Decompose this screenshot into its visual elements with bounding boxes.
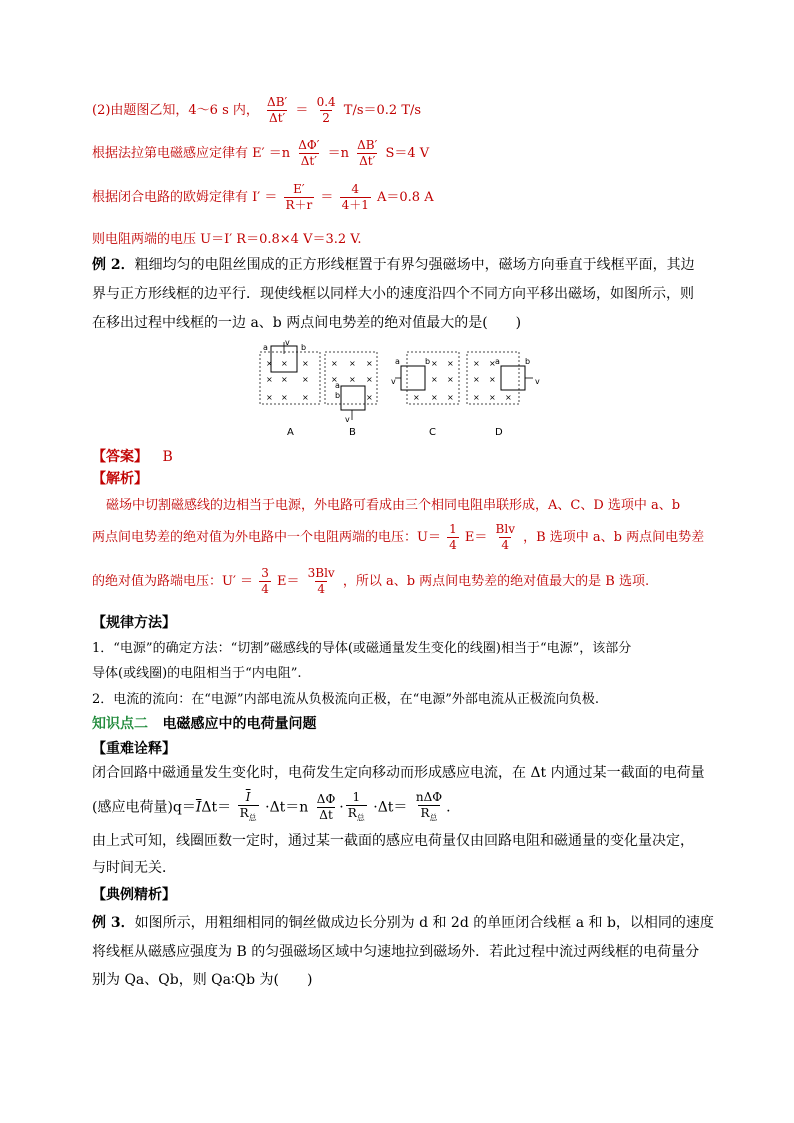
field-x: ×	[331, 359, 338, 368]
fraction	[447, 522, 459, 553]
field-x: ×	[302, 375, 309, 384]
text: 如图所示，用粗细相同的铜丝做成边长分别为 d 和 2d 的单匝闭合线框 a 和 b，以相同的速度	[134, 915, 714, 931]
example3-line-2: 将线框从磁感应强度为 B 的匀强磁场区域中匀速地拉到磁场外．若此过程中流过两线框的电荷量分	[92, 944, 700, 960]
loop-square	[401, 366, 425, 390]
method-p1-line-1: 1．“电源”的确定方法：“切割”磁感线的导体(或磁通量发生变化的线圈)相当于“电源”，该部分	[92, 641, 632, 656]
denominator: 4	[501, 538, 510, 552]
subscript: 总	[356, 813, 365, 823]
field-x: ×	[413, 393, 420, 402]
denominator	[346, 805, 367, 825]
denominator: 4	[449, 538, 457, 552]
field-x: ×	[302, 359, 309, 368]
denominator: Δt′	[359, 154, 376, 168]
numerator: ΔB′	[267, 95, 288, 109]
answer-line	[92, 446, 173, 466]
avg-current: $\overline{I}$	[195, 799, 202, 816]
field-x: ×	[431, 393, 438, 402]
field-x: ×	[366, 359, 373, 368]
numerator: 1	[352, 790, 361, 804]
fraction	[238, 790, 259, 825]
caption-b: B	[349, 427, 356, 438]
solution-line-1	[92, 95, 421, 126]
text: .	[446, 799, 451, 816]
loop-square	[341, 386, 365, 410]
field-x: ×	[489, 393, 496, 402]
label-v: v	[535, 377, 540, 386]
fraction	[306, 566, 337, 597]
explain-line-3: 由上式可知，线圈匝数一定时，通过某一截面的感应电荷量仅由回路电阻和磁通量的变化量决定，	[92, 833, 694, 849]
analysis-line-1: 磁场中切割磁感线的边相当于电源，外电路可看成由三个相同电阻串联形成，A、C、D 选项中 a、b	[106, 498, 681, 513]
fraction	[346, 790, 367, 825]
example3-line-1	[92, 912, 714, 932]
text: 根据法拉第电磁感应定律有 E′ ＝n	[92, 146, 291, 161]
field-x: ×	[366, 375, 373, 384]
fraction	[284, 182, 315, 213]
figure-panel-d	[467, 352, 540, 404]
method-p1-line-2: 导体(或线圈)的电阻相当于“内电阻”.	[92, 666, 302, 681]
explain-line-4: 与时间无关．	[92, 860, 176, 876]
denominator: Δt	[319, 808, 333, 823]
denominator	[418, 805, 439, 825]
text: ·	[339, 799, 344, 816]
knowledge-label: 知识点二	[92, 716, 148, 732]
numerator: 4	[351, 182, 360, 196]
figure-panel-c	[391, 352, 459, 404]
field-x: ×	[489, 359, 496, 368]
numerator: Blv	[495, 522, 515, 536]
field-x: ×	[331, 375, 338, 384]
subscript: 总	[429, 813, 438, 823]
example2-line-3: 在移出过程中线框的一边 a、b 两点间电势差的绝对值最大的是( )	[92, 315, 522, 331]
knowledge-title: 电磁感应中的电荷量问题	[162, 716, 317, 732]
text: ，B 选项中 a、b 两点间电势差	[523, 530, 705, 545]
analysis-label: 【解析】	[92, 471, 148, 487]
fraction	[355, 138, 379, 169]
field-x: ×	[366, 393, 373, 402]
field-x: ×	[302, 393, 309, 402]
denominator	[238, 805, 259, 825]
figure-panel-b	[325, 352, 377, 424]
denominator: R＋r	[285, 198, 313, 212]
denominator: Δt′	[300, 154, 317, 168]
numerator: ΔB′	[357, 138, 378, 152]
example2-line-2: 界与正方形线框的边平行．现使线框以同样大小的速度沿四个不同方向平移出磁场，如图所示，则	[92, 286, 694, 302]
text: E＝	[276, 574, 300, 589]
example-section-title: 【典例精析】	[92, 887, 176, 903]
explain-line-2	[92, 790, 451, 825]
fraction	[315, 792, 338, 823]
numerator: 3	[261, 566, 269, 580]
numerator: 3Blv	[307, 566, 335, 580]
field-x: ×	[349, 359, 356, 368]
text: (2)由题图乙知，4～6 s 内，	[92, 103, 259, 118]
fraction	[494, 522, 517, 553]
text: 粗细均匀的电阻丝围成的正方形线框置于有界匀强磁场中，磁场方向垂直于线框平面，其边	[134, 257, 695, 273]
field-x: ×	[489, 375, 496, 384]
field-x: ×	[266, 393, 273, 402]
explain-line-1: 闭合回路中磁通量发生变化时，电荷发生定向移动而形成感应电流，在 Δt 内通过某一截面的电荷量	[92, 765, 705, 781]
numerator: 1	[449, 522, 457, 536]
text: A＝0.8 A	[377, 190, 434, 205]
text: ，所以 a、b 两点间电势差的绝对值最大的是 B 选项.	[342, 574, 650, 589]
label-v: v	[345, 415, 350, 424]
field-x: ×	[505, 393, 512, 402]
example-label: 例 3．	[92, 915, 135, 931]
field-x: ×	[349, 375, 356, 384]
denominator: 4	[317, 582, 325, 596]
method-title: 【规律方法】	[92, 615, 176, 631]
field-x: ×	[473, 375, 480, 384]
numerator: $\overline{I}$	[245, 790, 251, 804]
caption-c: C	[429, 427, 436, 438]
field-x: ×	[281, 393, 288, 402]
solution-line-4: 则电阻两端的电压 U＝I′ R＝0.8×4 V＝3.2 V.	[92, 232, 362, 247]
loop-square	[501, 366, 525, 390]
solution-line-2	[92, 138, 429, 169]
text: S＝4 V	[385, 146, 430, 161]
text: ＝n	[327, 146, 349, 161]
label-v: v	[285, 340, 290, 347]
numerator: ΔΦ′	[298, 138, 320, 152]
figure-panel-a	[260, 340, 320, 404]
field-x: ×	[281, 375, 288, 384]
text: E＝	[464, 530, 488, 545]
fraction	[259, 566, 271, 597]
symbol: R	[239, 806, 249, 820]
label-b: b	[335, 391, 341, 400]
subscript: 总	[248, 813, 257, 823]
field-x: ×	[266, 375, 273, 384]
fraction	[296, 138, 321, 169]
label-a: a	[263, 343, 268, 352]
text: Δt＝	[201, 799, 232, 816]
text: 根据闭合电路的欧姆定律有 I′ ＝	[92, 190, 278, 205]
explain-title: 【重难诠释】	[92, 741, 176, 757]
example2-line-1	[92, 254, 695, 274]
analysis-line-3	[92, 566, 649, 597]
label-a: a	[495, 357, 500, 366]
text: ＝	[320, 190, 334, 205]
field-x: ×	[281, 359, 288, 368]
analysis-line-2	[92, 522, 704, 553]
text: T/s＝0.2 T/s	[343, 103, 422, 118]
field-x: ×	[447, 359, 454, 368]
solution-line-3	[92, 182, 434, 213]
text: (感应电荷量)q＝	[92, 799, 196, 816]
fraction	[414, 790, 444, 825]
text: ·Δt＝n	[265, 799, 309, 816]
label-v: v	[391, 377, 396, 386]
field-x: ×	[473, 393, 480, 402]
fraction	[340, 182, 371, 213]
denominator: Δt′	[269, 111, 286, 125]
label-a: a	[335, 381, 340, 390]
denominator: 4	[261, 582, 269, 596]
field-x: ×	[447, 393, 454, 402]
label-b: b	[525, 357, 531, 366]
numerator: ΔΦ	[316, 792, 336, 807]
example2-figure	[255, 340, 555, 440]
symbol: R	[347, 806, 357, 820]
caption-d: D	[495, 427, 503, 438]
field-x: ×	[431, 375, 438, 384]
knowledge-heading	[92, 713, 316, 733]
numerator: 0.4	[316, 95, 336, 109]
fraction	[315, 95, 338, 126]
field-x: ×	[431, 359, 438, 368]
method-p2: 2．电流的流向：在“电源”内部电流从负极流向正极，在“电源”外部电流从正极流向负极.	[92, 692, 599, 707]
numerator: nΔΦ	[415, 790, 443, 804]
field-x: ×	[266, 359, 273, 368]
example3-line-3: 别为 Qa、Qb，则 Qa∶Qb 为( )	[92, 972, 313, 988]
fraction	[265, 95, 289, 126]
symbol: R	[420, 806, 430, 820]
label-b: b	[425, 357, 431, 366]
label-a: a	[395, 357, 400, 366]
answer-value: B	[162, 449, 173, 465]
numerator: E′	[293, 182, 305, 196]
text: 的绝对值为路端电压：U′ ＝	[92, 574, 254, 589]
caption-a: A	[287, 427, 294, 438]
denominator: 4＋1	[341, 198, 369, 212]
field-x: ×	[473, 359, 480, 368]
text: ·Δt＝	[373, 799, 408, 816]
label-b: b	[301, 343, 307, 352]
text: ＝	[295, 103, 309, 118]
text: 两点间电势差的绝对值为外电路中一个电阻两端的电压：U＝	[92, 530, 441, 545]
answer-label: 【答案】	[92, 449, 148, 465]
denominator: 2	[322, 111, 330, 125]
example-label: 例 2．	[92, 257, 135, 273]
field-x: ×	[447, 375, 454, 384]
